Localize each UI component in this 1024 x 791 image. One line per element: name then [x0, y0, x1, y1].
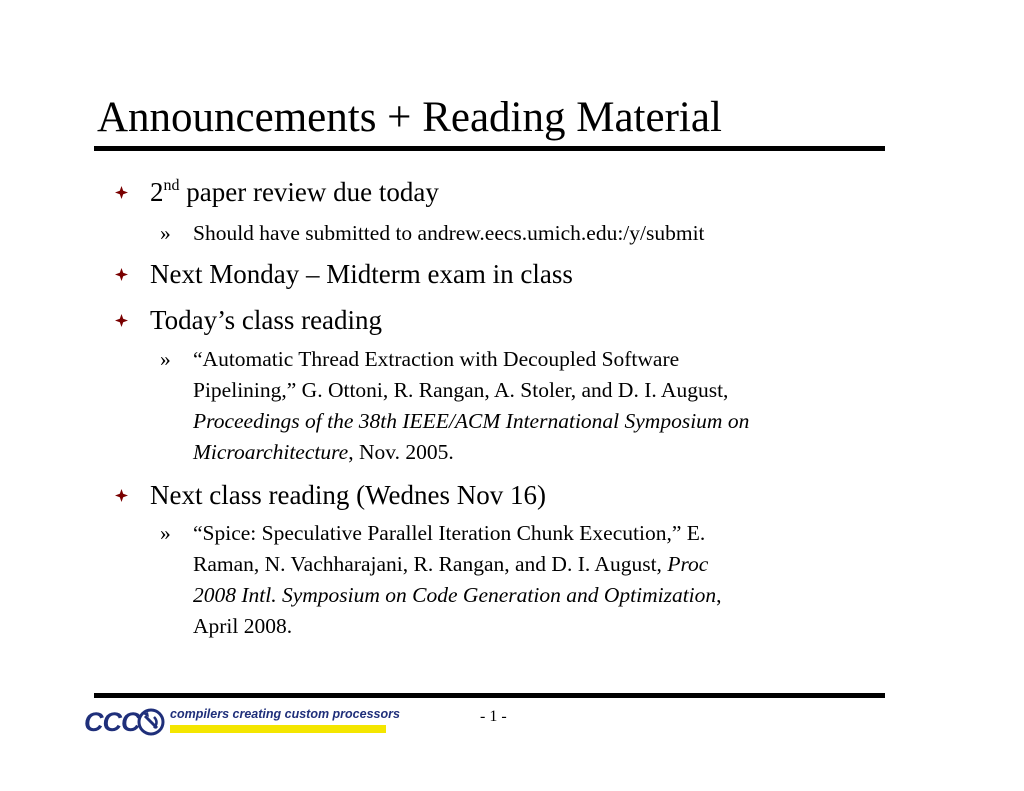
bullet-text: Next class reading (Wednes Nov 16) — [150, 480, 546, 510]
bullet-text: Today’s class reading — [150, 305, 383, 335]
reference-venue: 2008 Intl. Symposium on Code Generation and Optimization — [193, 583, 717, 607]
page-number: - 1 - — [480, 708, 507, 725]
reference-date: , Nov. 2005. — [348, 440, 454, 464]
diamond-bullet-icon — [113, 258, 129, 290]
footer-divider — [94, 693, 885, 698]
logo-tagline: compilers creating custom processors — [170, 707, 400, 721]
reference-punct: , — [716, 583, 722, 607]
reference-line: Raman, N. Vachharajani, R. Rangan, and D. I. August, — [193, 552, 668, 576]
sub-bullet-text: Should have submitted to andrew.eecs.umich.edu:/y/submit — [193, 221, 705, 245]
logo-text: CCC — [84, 707, 140, 737]
sub-bullet-marker: » — [160, 347, 171, 371]
reference-line: “Spice: Speculative Parallel Iteration Chunk Execution,” E. — [193, 521, 706, 545]
diamond-bullet-icon — [113, 304, 129, 336]
diamond-bullet-icon — [113, 479, 129, 511]
bullet-text: Next Monday – Midterm exam in class — [150, 259, 573, 289]
sub-bullet-marker: » — [160, 221, 171, 245]
ordinal-superscript: nd — [163, 177, 180, 194]
ccc-logo — [84, 703, 400, 743]
reference-date: April 2008. — [193, 614, 293, 638]
diamond-bullet-icon — [113, 176, 129, 208]
reference-venue: Proceedings of the 38th IEEE/ACM International Symposium on — [193, 409, 750, 433]
reference-venue: Proc — [667, 552, 709, 576]
reference-line: Pipelining,” G. Ottoni, R. Rangan, A. Stoler, and D. I. August, — [193, 378, 729, 402]
sub-bullet-marker: » — [160, 521, 171, 545]
reference-venue: Microarchitecture — [193, 440, 349, 464]
title-divider — [94, 146, 885, 151]
bullet-text-prefix: 2 — [150, 177, 164, 207]
bullet-text: paper review due today — [179, 177, 439, 207]
slide-title: Announcements + Reading Material — [97, 94, 722, 141]
hammer-sickle-icon — [137, 708, 165, 736]
reference-line: “Automatic Thread Extraction with Decoupled Software — [193, 347, 680, 371]
logo-yellow-bar — [170, 725, 386, 733]
